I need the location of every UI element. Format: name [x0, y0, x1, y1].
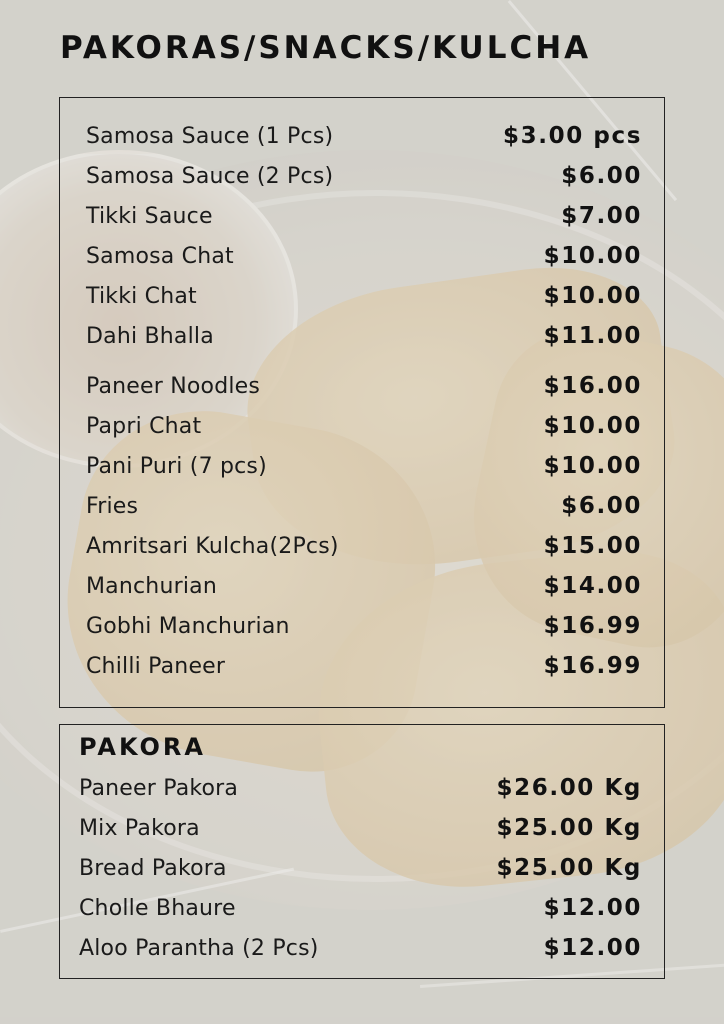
menu-item-price: $12.00	[543, 935, 642, 961]
menu-item-name: Gobhi Manchurian	[86, 613, 290, 639]
menu-item-price: $7.00	[561, 203, 642, 229]
menu-item-price: $14.00	[543, 573, 642, 599]
menu-item-name: Samosa Sauce (1 Pcs)	[86, 123, 334, 149]
menu-item-name: Mix Pakora	[79, 815, 200, 841]
menu-item	[86, 199, 642, 233]
menu-item-price: $11.00	[543, 323, 642, 349]
menu-item	[86, 649, 642, 683]
menu-item	[86, 409, 642, 443]
menu-item-price: $16.00	[543, 373, 642, 399]
menu-item-name: Samosa Sauce (2 Pcs)	[86, 163, 334, 189]
menu-item	[86, 609, 642, 643]
menu-item-name: Fries	[86, 493, 139, 519]
menu-item-name: Cholle Bhaure	[79, 895, 236, 921]
menu-item-name: Chilli Paneer	[86, 653, 226, 679]
menu-item-price: $25.00 Kg	[496, 815, 642, 841]
menu-item	[86, 369, 642, 403]
menu-item-price: $25.00 Kg	[496, 855, 642, 881]
menu-item	[86, 239, 642, 273]
menu-item	[86, 489, 642, 523]
menu-item	[79, 931, 642, 965]
menu-item-price: $26.00 Kg	[496, 775, 642, 801]
menu-item	[86, 319, 642, 353]
menu-item-name: Bread Pakora	[79, 855, 227, 881]
menu-item-price: $10.00	[543, 283, 642, 309]
menu-item-price: $12.00	[543, 895, 642, 921]
menu-item-name: Amritsari Kulcha(2Pcs)	[86, 533, 339, 559]
menu-item-name: Tikki Chat	[86, 283, 197, 309]
section-heading: PAKORA	[79, 733, 206, 761]
menu-item-name: Tikki Sauce	[86, 203, 213, 229]
menu-item	[86, 569, 642, 603]
menu-item-name: Dahi Bhalla	[86, 323, 214, 349]
menu-item-price: $10.00	[543, 413, 642, 439]
menu-item-name: Papri Chat	[86, 413, 202, 439]
menu-item-name: Pani Puri (7 pcs)	[86, 453, 267, 479]
menu-item-name: Samosa Chat	[86, 243, 234, 269]
menu-item-price: $6.00	[561, 163, 642, 189]
menu-item-price: $10.00	[543, 453, 642, 479]
pakora-menu-box	[59, 724, 665, 979]
menu-item-name: Aloo Parantha (2 Pcs)	[79, 935, 319, 961]
menu-item-price: $6.00	[561, 493, 642, 519]
menu-item	[86, 119, 642, 153]
menu-item	[86, 529, 642, 563]
menu-item	[79, 891, 642, 925]
menu-item-price: $16.99	[543, 653, 642, 679]
menu-item-price: $10.00	[543, 243, 642, 269]
page-title: PAKORAS/SNACKS/KULCHA	[60, 30, 592, 66]
menu-item-name: Paneer Pakora	[79, 775, 239, 801]
menu-item	[79, 851, 642, 885]
menu-item-name: Paneer Noodles	[86, 373, 261, 399]
menu-item-price: $16.99	[543, 613, 642, 639]
menu-item	[86, 159, 642, 193]
menu-item	[79, 811, 642, 845]
snacks-menu-box	[59, 97, 665, 708]
menu-item-price: $3.00 pcs	[503, 123, 642, 149]
menu-item	[86, 449, 642, 483]
menu-item	[86, 279, 642, 313]
menu-item-name: Manchurian	[86, 573, 217, 599]
menu-item-price: $15.00	[543, 533, 642, 559]
menu-item	[79, 771, 642, 805]
